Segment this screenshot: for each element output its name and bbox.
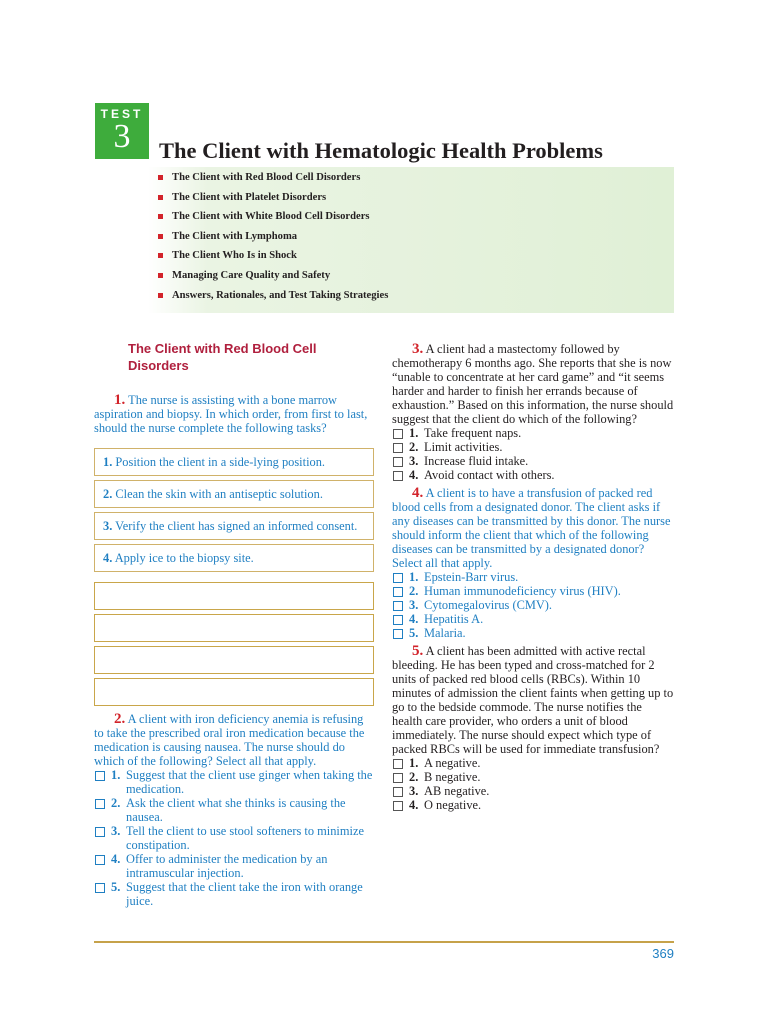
left-column: [94, 340, 374, 908]
page-title: The Client with Hematologic Health Problems: [159, 138, 603, 163]
option-number: 1.: [409, 426, 419, 440]
topic-label: Answers, Rationales, and Test Taking Strategies: [172, 289, 389, 301]
option-number: 2.: [409, 584, 419, 598]
ordering-item[interactable]: [94, 512, 374, 540]
question-1-stem: [94, 393, 374, 435]
answer-slots: [94, 582, 374, 706]
option-number: 4.: [111, 852, 121, 866]
bullet-square-icon: [158, 195, 163, 200]
checkbox[interactable]: [393, 801, 403, 811]
bullet-square-icon: [158, 214, 163, 219]
ordering-items: [94, 448, 374, 572]
question-number: 2.: [114, 711, 126, 727]
option-number: 4.: [409, 798, 419, 812]
right-column: [392, 342, 674, 812]
item-text: Apply ice to the biopsy site.: [114, 551, 254, 565]
option-item: [392, 468, 674, 482]
checkbox[interactable]: [393, 629, 403, 639]
question-2-stem: [94, 712, 374, 768]
question-4-stem: [392, 486, 674, 570]
checkbox[interactable]: [393, 601, 403, 611]
option-item: [94, 768, 374, 796]
question-2-options: [94, 768, 374, 908]
option-text: Limit activities.: [424, 440, 503, 454]
option-item: [392, 570, 674, 584]
item-number: 3.: [103, 519, 113, 533]
item-number: 2.: [103, 487, 113, 501]
option-number: 4.: [409, 468, 419, 482]
question-number: 5.: [412, 643, 424, 659]
topic-label: The Client with Red Blood Cell Disorders: [172, 172, 361, 183]
page-number: 369: [652, 946, 674, 961]
option-item: [94, 824, 374, 852]
answer-slot[interactable]: [94, 678, 374, 706]
item-text: Verify the client has signed an informed consent.: [115, 519, 358, 533]
topic-label: Managing Care Quality and Safety: [172, 269, 331, 281]
topic-label: The Client Who Is in Shock: [172, 250, 297, 262]
footer-rule: [94, 941, 674, 943]
option-item: [94, 852, 374, 880]
option-number: 3.: [409, 598, 419, 612]
option-number: 3.: [409, 784, 419, 798]
option-text: Take frequent naps.: [424, 426, 522, 440]
option-text: AB negative.: [424, 784, 490, 798]
checkbox[interactable]: [393, 573, 403, 583]
topics-list: [158, 171, 388, 308]
option-text: Epstein-Barr virus.: [424, 570, 519, 584]
option-text: B negative.: [424, 770, 481, 784]
option-text: Human immunodeficiency virus (HIV).: [424, 584, 621, 598]
question-4-options: [392, 570, 674, 640]
topic-label: The Client with Platelet Disorders: [172, 191, 327, 203]
checkbox[interactable]: [95, 855, 105, 865]
option-text: Suggest that the client take the iron with orange juice.: [126, 880, 363, 908]
option-item: [392, 756, 674, 770]
option-text: Increase fluid intake.: [424, 454, 529, 468]
option-item: [392, 440, 674, 454]
option-item: [392, 598, 674, 612]
bullet-square-icon: [158, 175, 163, 180]
option-number: 5.: [111, 880, 121, 894]
checkbox[interactable]: [393, 773, 403, 783]
topics-panel: [148, 167, 674, 313]
test-number: 3: [113, 118, 131, 155]
option-number: 2.: [409, 440, 419, 454]
ordering-item[interactable]: [94, 544, 374, 572]
option-text: O negative.: [424, 798, 482, 812]
question-text: A client with iron deficiency anemia is refusing to take the prescribed oral iron medication because the medication is causing nausea. The nurse should do which of the following? Select all that apply.: [94, 712, 365, 768]
section-heading: The Client with Red Blood Cell Disorders: [128, 341, 317, 373]
checkbox[interactable]: [393, 759, 403, 769]
question-number: 3.: [412, 341, 424, 357]
question-5-stem: [392, 644, 674, 756]
option-number: 2.: [409, 770, 419, 784]
answer-slot[interactable]: [94, 646, 374, 674]
checkbox[interactable]: [393, 429, 403, 439]
option-number: 4.: [409, 612, 419, 626]
topic-item: [158, 289, 388, 309]
option-item: [392, 426, 674, 440]
option-item: [392, 798, 674, 812]
test-label: TEST: [100, 107, 144, 121]
option-text: Ask the client what she thinks is causing the nausea.: [126, 796, 346, 824]
checkbox[interactable]: [393, 787, 403, 797]
question-number: 4.: [412, 485, 424, 501]
test-badge: [95, 103, 149, 159]
checkbox[interactable]: [95, 883, 105, 893]
checkbox[interactable]: [393, 471, 403, 481]
topic-item: [158, 269, 388, 289]
checkbox[interactable]: [95, 799, 105, 809]
option-number: 3.: [111, 824, 121, 838]
topic-label: The Client with White Blood Cell Disorders: [172, 211, 370, 223]
option-item: [392, 584, 674, 598]
item-number: 1.: [103, 455, 113, 469]
checkbox[interactable]: [393, 615, 403, 625]
option-text: Malaria.: [424, 626, 466, 640]
item-text: Position the client in a side-lying position.: [115, 455, 326, 469]
option-text: Suggest that the client use ginger when taking the medication.: [126, 768, 373, 796]
bullet-square-icon: [158, 234, 163, 239]
checkbox[interactable]: [393, 443, 403, 453]
option-item: [94, 880, 374, 908]
option-text: A negative.: [424, 756, 481, 770]
bullet-square-icon: [158, 253, 163, 258]
topic-item: [158, 171, 388, 191]
option-number: 1.: [111, 768, 121, 782]
option-number: 2.: [111, 796, 121, 810]
topic-item: [158, 249, 388, 269]
option-item: [392, 784, 674, 798]
question-text: A client had a mastectomy followed by chemotherapy 6 months ago. She reports that she is now “unable to concentrate at her card game” and “it seems harder and harder to finish her errands because of exhaustion.” Based on this information, the nurse should suggest that the client do which of the following?: [392, 342, 674, 426]
question-number: 1.: [114, 392, 126, 408]
checkbox[interactable]: [95, 827, 105, 837]
question-5-options: [392, 756, 674, 812]
ordering-item[interactable]: [94, 480, 374, 508]
option-number: 3.: [409, 454, 419, 468]
answer-slot[interactable]: [94, 582, 374, 610]
option-item: [94, 796, 374, 824]
option-item: [392, 626, 674, 640]
answer-slot[interactable]: [94, 614, 374, 642]
topic-item: [158, 191, 388, 211]
option-item: [392, 612, 674, 626]
item-text: Clean the skin with an antiseptic solution.: [115, 487, 323, 501]
topic-label: The Client with Lymphoma: [172, 230, 298, 242]
option-text: Tell the client to use stool softeners to minimize constipation.: [126, 824, 364, 852]
option-number: 1.: [409, 570, 419, 584]
question-text: A client has been admitted with active rectal bleeding. He has been typed and cross-matched for 2 units of packed red blood cells (RBCs). Within 10 minutes of admission the client faints when getting up to go to the bedside commode. The nurse notifies the health care provider, who orders a unit of blood immediately. The nurse should expect which type of packed RBCs will be used for immediate transfusion?: [392, 644, 674, 756]
bullet-square-icon: [158, 293, 163, 298]
checkbox[interactable]: [95, 771, 105, 781]
checkbox[interactable]: [393, 457, 403, 467]
question-3-options: [392, 426, 674, 482]
topic-item: [158, 210, 388, 230]
topic-item: [158, 230, 388, 250]
question-text: The nurse is assisting with a bone marrow aspiration and biopsy. In which order, from first to last, should the nurse complete the following tasks?: [94, 393, 368, 435]
option-item: [392, 454, 674, 468]
item-number: 4.: [103, 551, 113, 565]
question-text: A client is to have a transfusion of packed red blood cells from a designated donor. The client asks if any diseases can be transmitted by this donor. The nurse should inform the client that which of the following diseases can be transmitted by a designated donor? Select all that apply.: [392, 486, 671, 570]
ordering-item[interactable]: [94, 448, 374, 476]
option-text: Avoid contact with others.: [424, 468, 555, 482]
bullet-square-icon: [158, 273, 163, 278]
option-text: Offer to administer the medication by an intramuscular injection.: [126, 852, 328, 880]
option-number: 5.: [409, 626, 419, 640]
option-item: [392, 770, 674, 784]
option-text: Cytomegalovirus (CMV).: [424, 598, 553, 612]
question-3-stem: [392, 342, 674, 426]
option-text: Hepatitis A.: [424, 612, 484, 626]
option-number: 1.: [409, 756, 419, 770]
checkbox[interactable]: [393, 587, 403, 597]
